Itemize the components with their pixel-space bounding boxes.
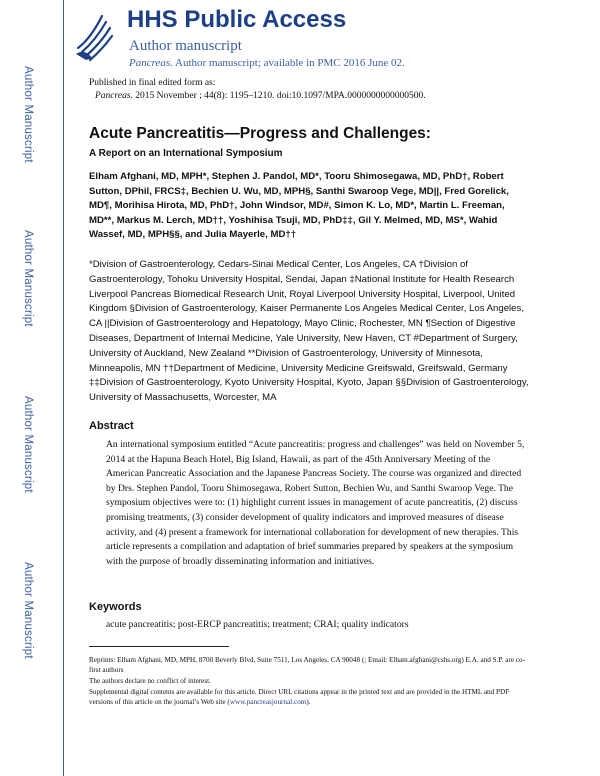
affiliations: *Division of Gastroenterology, Cedars-Sinai Medical Center, Los Angeles, CA †Division of Gastroenterology, Tohoku University Hospital, Sendai, Japan ‡National Institute for Health Research Liverpool Pancreas Biomedical Research Unit, Royal Liverpool University Hospital, Liverpool, United Kingdom §Division of Gastroenterology, Kaiser Permanente Los Angeles Medical Center, Los Angeles, CA ||Division of Gastroenterology and Hepatology, Mayo Clinic, Rochester, MN ¶Section of Digestive Diseases, Department of Internal Medicine, Yale University, New Haven, CT #Department of Surgery, University of Auckland, New Zealand **Division of Gastroenterology, University of Minnesota, Minneapolis, MN ††Department of Medicine, University Medicine Greifswald, Greifswald, Germany ‡‡Division of Gastroenterology, Kyoto University Hospital, Kyoto, Japan §§Division of Gastroenterology, University of Massachusetts, Worcester, MA [89,259,529,404]
availability-text: Author manuscript; available in PMC 2016 June 02. [172,57,405,69]
supplemental-text: Supplemental digital contents are available for this article. Direct URL citations appear in the printed text and are provided in the HTML and PDF versions of this article on the journal’s Web site ( [89,688,510,706]
sidebar-label: Author Manuscript [22,66,34,163]
abstract-text: An international symposium entitled “Acute pancreatitis: progress and challenges” was held on November 5, 2014 at the Hapuna Beach Hotel, Big Island, Hawaii, as part of the 45th Anniversary Meeting of the American Pancreatic Association and the Japanese Pancreas Society. The course was organized and directed by Drs. Stephen Pandol, Tooru Shimosegawa, Robert Sutton, Bechien Wu, and Santhi Swaroop Vege. The symposium objectives were to: (1) highlight current issues in management of acute pancreatitis, (2) discuss promising treatments, (3) consider development of quality indicators and improved measures of disease activity, and (4) present a framework for international collaboration for development of new therapies. This article represents a compilation and adaptation of brief summaries prepared by speakers at the symposium with the purpose of broadly disseminating information and initiatives. [106,439,525,567]
supplemental-end: ). [306,698,311,706]
journal-name: Pancreas. [129,57,173,69]
article-subtitle: A Report on an International Symposium [89,148,283,159]
hhs-public-access-title: HHS Public Access [127,6,347,33]
author-manuscript-label: Author manuscript [129,38,242,54]
published-label: Published in final edited form as: [89,78,216,88]
author-list: Elham Afghani, MD, MPH*, Stephen J. Pandol, MD*, Tooru Shimosegawa, MD, PhD†, Robert Sutton, DPhil, FRCS‡, Bechien U. Wu, MD, MPH§, Santhi Swaroop Vege, MD||, Fred Gorelick, MD¶, Morihisa Hirota, MD, PhD†, John Windsor, MD#, Simon K. Lo, MD*, Martin L. Freeman, MD**, Markus M. Lerch, MD††, Yoshihisa Tsuji, MD, PhD‡‡, Gil Y. Melmed, MD, MS*, Wahid Wassef, MD, MPH§§, and Julia Mayerle, MD†† [89,171,509,241]
journal-website-link[interactable]: www.pancreasjournal.com [229,698,307,706]
citation-journal: Pancreas. [95,91,133,101]
sidebar-label: Author Manuscript [22,396,34,493]
citation-details: 2015 November ; 44(8): 1195–1210. doi:10.1097/MPA.0000000000000500. [132,91,426,101]
hhs-eagle-logo-icon [72,8,116,64]
footnote-reprints: Reprints: Elham Afghani, MD, MPH, 8700 Beverly Blvd, Suite 7511, Los Angeles, CA 90048 (; Email: Elham.afghani@cshs.org) E.A. and S.P. are co-first authors [89,656,526,674]
sidebar-rule [63,0,64,776]
availability-line [129,57,405,69]
citation [95,91,426,101]
footnote-conflict: The authors declare no conflict of interest. [89,677,211,685]
article-title: Acute Pancreatitis—Progress and Challenges: [89,125,431,142]
footnote-supplemental [89,687,529,707]
footnote-divider [89,646,229,647]
abstract-heading: Abstract [89,420,134,432]
sidebar-label: Author Manuscript [22,230,34,327]
keywords-heading: Keywords [89,601,142,613]
sidebar-label: Author Manuscript [22,562,34,659]
keywords-text: acute pancreatitis; post-ERCP pancreatitis; treatment; CRAI; quality indicators [106,619,409,630]
